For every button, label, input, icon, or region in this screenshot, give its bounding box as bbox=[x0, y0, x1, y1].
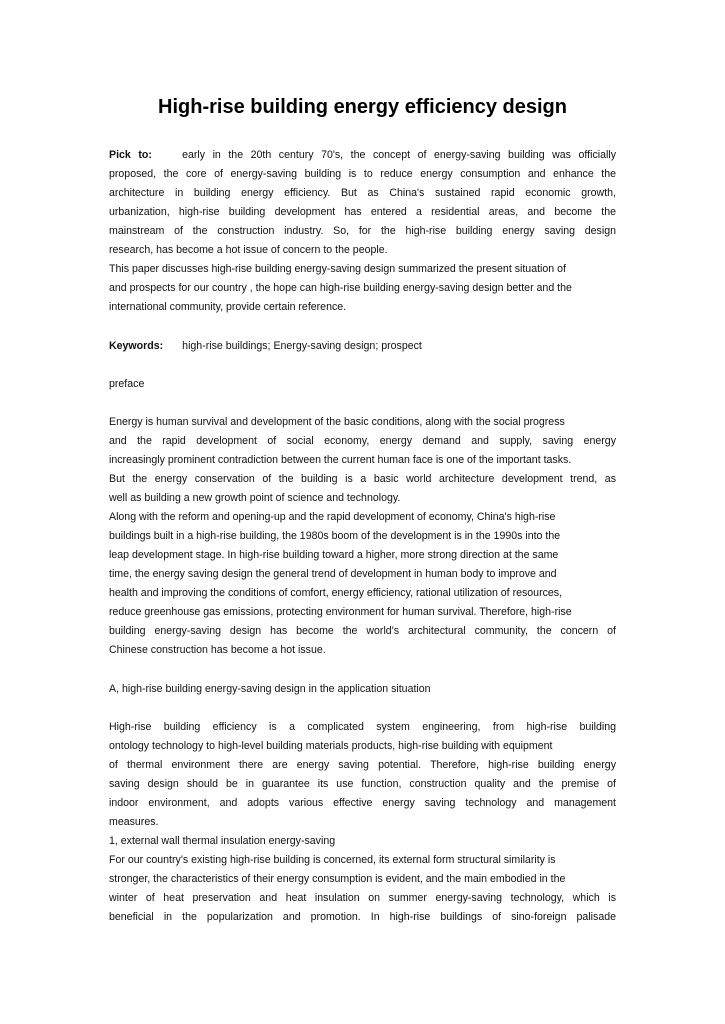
section-a-heading: A, high-rise building energy-saving design in the application situation bbox=[109, 683, 431, 695]
section-a-line: ontology technology to high-level building materials products, high-rise building with equipment bbox=[109, 740, 553, 752]
abstract-line: international community, provide certain reference. bbox=[109, 301, 347, 313]
abstract-label: Pick to: bbox=[109, 149, 152, 161]
preface-line: health and improving the conditions of comfort, energy efficiency, rational utilization of resources, bbox=[109, 587, 563, 599]
section-a-line: saving design should be in guarantee its use function, construction quality and the premise of bbox=[109, 778, 616, 790]
abstract-line: architecture in building energy efficiency. But as China's sustained rapid economic growth, bbox=[109, 187, 616, 199]
section-a-line: beneficial in the popularization and promotion. In high-rise buildings of sino-foreign palisade bbox=[109, 911, 616, 923]
keywords-section bbox=[109, 337, 616, 356]
preface-line: building energy-saving design has become the world's architectural community, the concern of bbox=[109, 625, 616, 637]
section-a-line: winter of heat preservation and heat insulation on summer energy-saving technology, which is bbox=[109, 892, 616, 904]
abstract-line: research, has become a hot issue of concern to the people. bbox=[109, 244, 388, 256]
preface-line: Along with the reform and opening-up and the rapid development of economy, China's high-rise bbox=[109, 511, 556, 523]
abstract-line: mainstream of the construction industry. So, for the high-rise building energy saving design bbox=[109, 225, 616, 237]
preface-line: But the energy conservation of the building is a basic world architecture development trend, as bbox=[109, 473, 616, 485]
section-a-line: High-rise building efficiency is a complicated system engineering, from high-rise building bbox=[109, 721, 616, 733]
keywords-line bbox=[109, 337, 616, 356]
preface-line: Chinese construction has become a hot issue. bbox=[109, 644, 326, 656]
section-a-line: measures. bbox=[109, 816, 159, 828]
section-a-line: stronger, the characteristics of their energy consumption is evident, and the main embodied in the bbox=[109, 873, 566, 885]
preface-heading: preface bbox=[109, 378, 145, 390]
abstract-section bbox=[109, 146, 616, 317]
preface-line: increasingly prominent contradiction between the current human face is one of the important tasks. bbox=[109, 454, 572, 466]
section-a bbox=[109, 718, 616, 927]
preface-line: buildings built in a high-rise building, the 1980s boom of the development is in the 1990s into the bbox=[109, 530, 561, 542]
section-a-line: indoor environment, and adopts various effective energy saving technology and management bbox=[109, 797, 616, 809]
keywords-label: Keywords: bbox=[109, 340, 164, 352]
preface-line: and the rapid development of social economy, energy demand and supply, saving energy bbox=[109, 435, 616, 447]
abstract-line: urbanization, high-rise building development has entered a residential areas, and become the bbox=[109, 206, 616, 218]
page-title: High-rise building energy efficiency design bbox=[158, 96, 567, 118]
section-a-line: For our country's existing high-rise building is concerned, its external form structural similarity is bbox=[109, 854, 556, 866]
preface-line: leap development stage. In high-rise building toward a higher, more strong direction at the same bbox=[109, 549, 559, 561]
preface-line: Energy is human survival and development of the basic conditions, along with the social progress bbox=[109, 416, 565, 428]
preface-line: well as building a new growth point of science and technology. bbox=[109, 492, 401, 504]
preface-heading-block bbox=[109, 375, 616, 394]
preface-section bbox=[109, 413, 616, 660]
abstract-line: and prospects for our country , the hope can high-rise building energy-saving design better and the bbox=[109, 282, 572, 294]
abstract-line: This paper discusses high-rise building energy-saving design summarized the present situation of bbox=[109, 263, 566, 275]
abstract-line: early in the 20th century 70's, the concept of energy-saving building was officially bbox=[182, 149, 616, 161]
preface-line: time, the energy saving design the general trend of development in human body to improve and bbox=[109, 568, 557, 580]
subsection-heading: 1, external wall thermal insulation energy-saving bbox=[109, 835, 336, 847]
preface-line: reduce greenhouse gas emissions, protecting environment for human survival. Therefore, high-rise bbox=[109, 606, 572, 618]
section-a-line: of thermal environment there are energy saving potential. Therefore, high-rise building energy bbox=[109, 759, 616, 771]
keywords-text: high-rise buildings; Energy-saving design; prospect bbox=[182, 340, 422, 352]
section-a-heading-block bbox=[109, 680, 616, 699]
abstract-first-line bbox=[109, 146, 616, 165]
abstract-line: proposed, the core of energy-saving building is to reduce energy consumption and enhance the bbox=[109, 168, 616, 180]
